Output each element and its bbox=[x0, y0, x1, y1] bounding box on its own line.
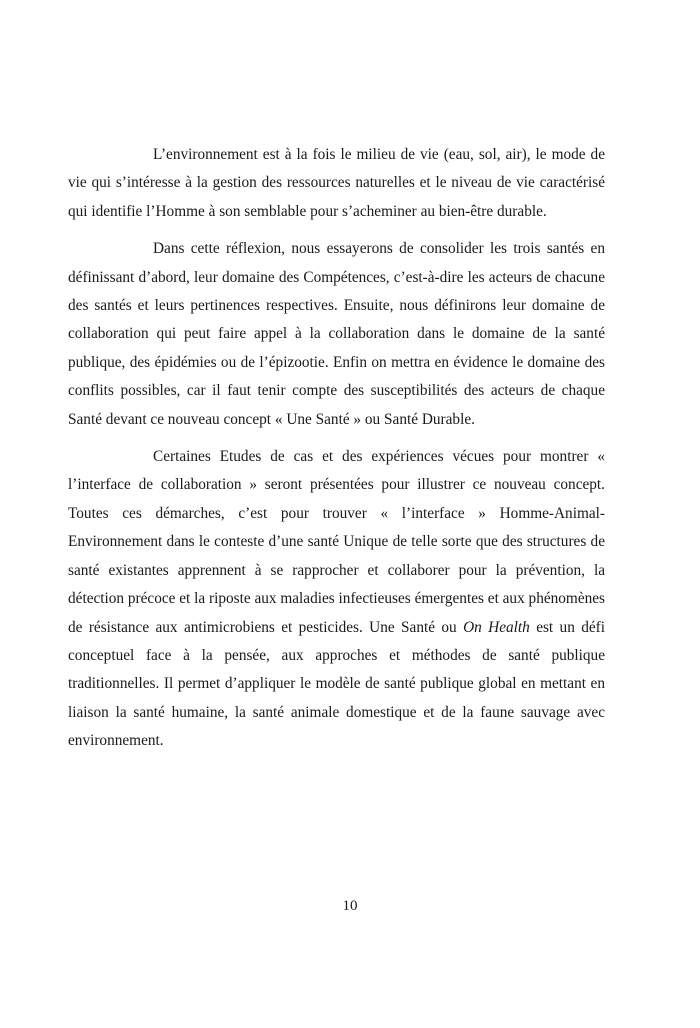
paragraph-environment: L’environnement est à la fois le milieu de vie (eau, sol, air), le mode de vie qui s’intéresse à la gestion des ressources naturelles et le niveau de vie caractérisé qui identifie l’Homme à son semblable pour s’acheminer au bien-être durable. bbox=[68, 146, 605, 220]
paragraph-case-studies-part-1: Certaines Etudes de cas et des expériences vécues pour montrer « l’interface de collaboration » seront présentées pour illustrer ce nouveau concept. Toutes ces démarches, c’est pour trouver « l’interface » Homme-Animal- Environnement dans le conteste d’une santé Unique de telle sorte que des structures de santé existantes apprennent à se rapprocher et collaborer pour la prévention, la détection précoce et la riposte aux maladies infectieuses émergentes et aux phénomènes de résistance aux antimicrobiens et pesticides. Une Santé ou bbox=[68, 448, 606, 636]
paragraph-case-studies-part-2: est un défi conceptuel face à la pensée, aux approches et méthodes de santé publique traditionnelles. Il permet d’appliquer le modèle de santé publique global en mettant en liaison la santé humaine, la santé animale domestique et de la faune sauvage avec environnement. bbox=[68, 618, 606, 750]
on-health-italic-term: On Health bbox=[463, 618, 530, 636]
body-text bbox=[68, 141, 605, 765]
page-number: 10 bbox=[342, 898, 358, 914]
paragraph-case-studies bbox=[68, 443, 605, 755]
paragraph-reflection: Dans cette réflexion, nous essayerons de consolider les trois santés en définissant d’abord, leur domaine des Compétences, c’est-à-dire les acteurs de chacune des santés et leurs pertinences respectives. Ensuite, nous définirons leur domaine de collaboration qui peut faire appel à la collaboration dans le domaine de la santé publique, des épidémies ou de l’épizootie. Enfin on mettra en évidence le domaine des conflits possibles, car il faut tenir compte des susceptibilités des acteurs de chaque Santé devant ce nouveau concept « Une Santé » ou Santé Durable. bbox=[68, 240, 605, 428]
